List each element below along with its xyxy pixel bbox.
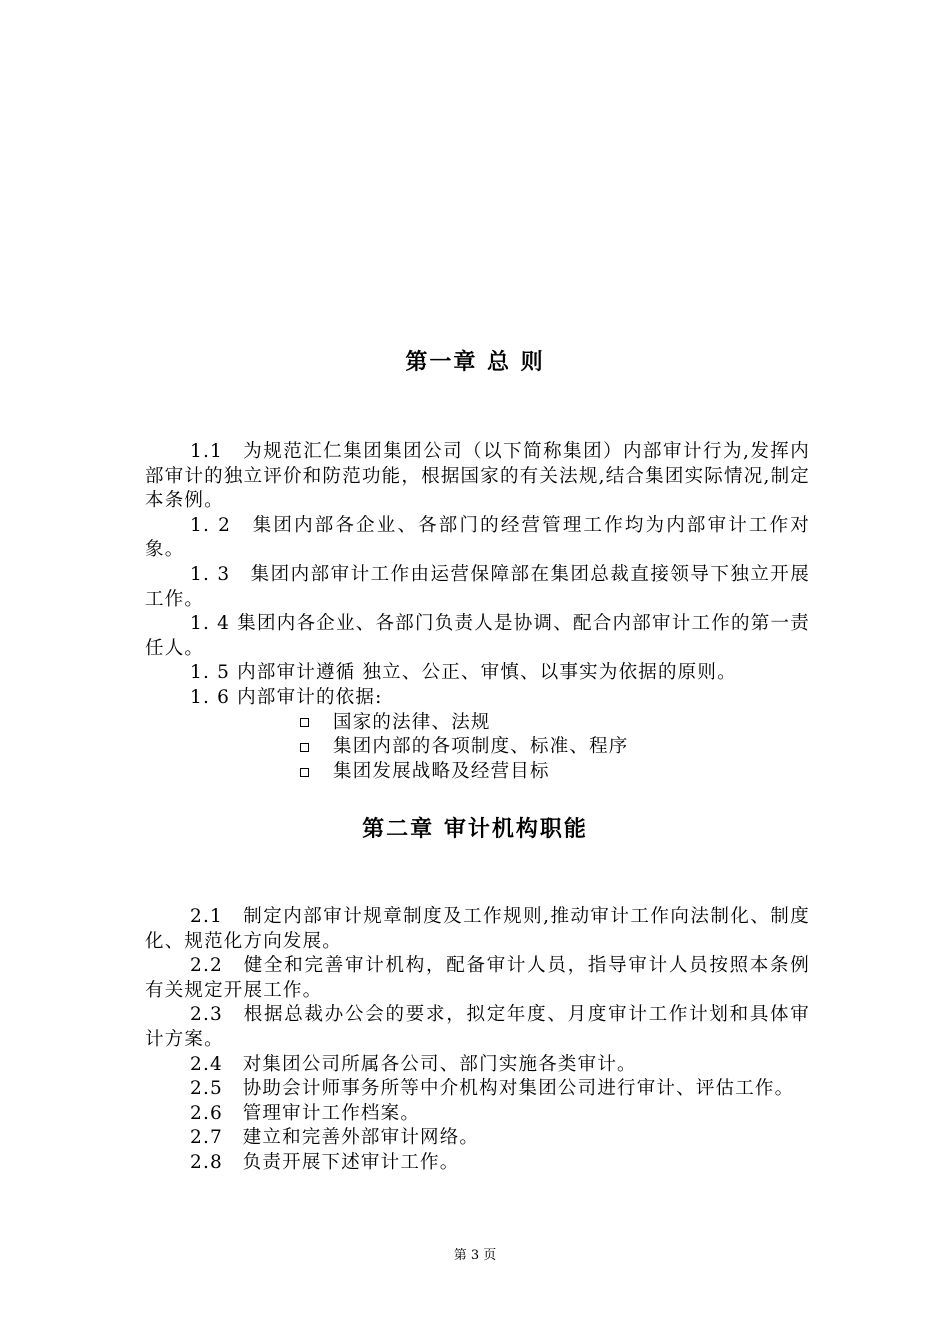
clause-1-4: 1. 4 集团内各企业、各部门负责人是协调、配合内部审计工作的第一责任人。 <box>145 613 810 659</box>
square-bullet-icon <box>300 768 309 777</box>
clause-2-7: 2.7 建立和完善外部审计网络。 <box>190 1127 480 1149</box>
clause-2-2: 2.2 健全和完善审计机构，配备审计人员，指导审计人员按照本条例有关规定开展工作。 <box>145 955 810 1001</box>
basis-list <box>145 711 810 785</box>
clause-2-3: 2.3 根据总裁办公会的要求，拟定年度、月度审计工作计划和具体审计方案。 <box>145 1004 810 1050</box>
clause-1-2: 1. 2 集团内部各企业、各部门的经营管理工作均为内部审计工作对象。 <box>145 514 810 561</box>
basis-list-item <box>300 711 810 736</box>
chapter-1-body <box>145 440 810 784</box>
basis-list-item-text: 集团内部的各项制度、标准、程序 <box>333 736 629 758</box>
clause-2-5: 2.5 协助会计师事务所等中介机构对集团公司进行审计、评估工作。 <box>190 1078 795 1100</box>
clause-1-3: 1. 3 集团内部审计工作由运营保障部在集团总裁直接领导下独立开展工作。 <box>145 563 810 610</box>
clause-2-8: 2.8 负责开展下述审计工作。 <box>190 1151 460 1173</box>
basis-list-item-text: 国家的法律、法规 <box>333 711 491 733</box>
square-bullet-icon <box>300 718 309 727</box>
page-number: 第 3 页 <box>453 1248 497 1263</box>
clause-1-6: 1. 6 内部审计的依据: <box>190 686 383 708</box>
chapter-1-title: 第一章 总 则 <box>405 349 545 375</box>
basis-list-item-text: 集团发展战略及经营目标 <box>333 760 550 782</box>
square-bullet-icon <box>300 743 309 752</box>
basis-list-item <box>300 760 810 785</box>
clause-2-4: 2.4 对集团公司所属各公司、部门实施各类审计。 <box>190 1053 637 1075</box>
clause-1-5: 1. 5 内部审计遵循 独立、公正、审慎、以事实为依据的原则。 <box>190 662 737 684</box>
basis-list-item <box>300 735 810 760</box>
chapter-2-title: 第二章 审计机构职能 <box>362 816 588 842</box>
clause-2-6: 2.6 管理审计工作档案。 <box>190 1102 421 1124</box>
clause-1-1: 1.1 为规范汇仁集团集团公司（以下简称集团）内部审计行为,发挥内部审计的独立评价和防范功能，根据国家的有关法规,结合集团实际情况,制定本条例。 <box>145 441 810 512</box>
chapter-2-body <box>145 905 810 1176</box>
clause-2-1: 2.1 制定内部审计规章制度及工作规则,推动审计工作向法制化、制度化、规范化方向发展。 <box>145 906 810 952</box>
